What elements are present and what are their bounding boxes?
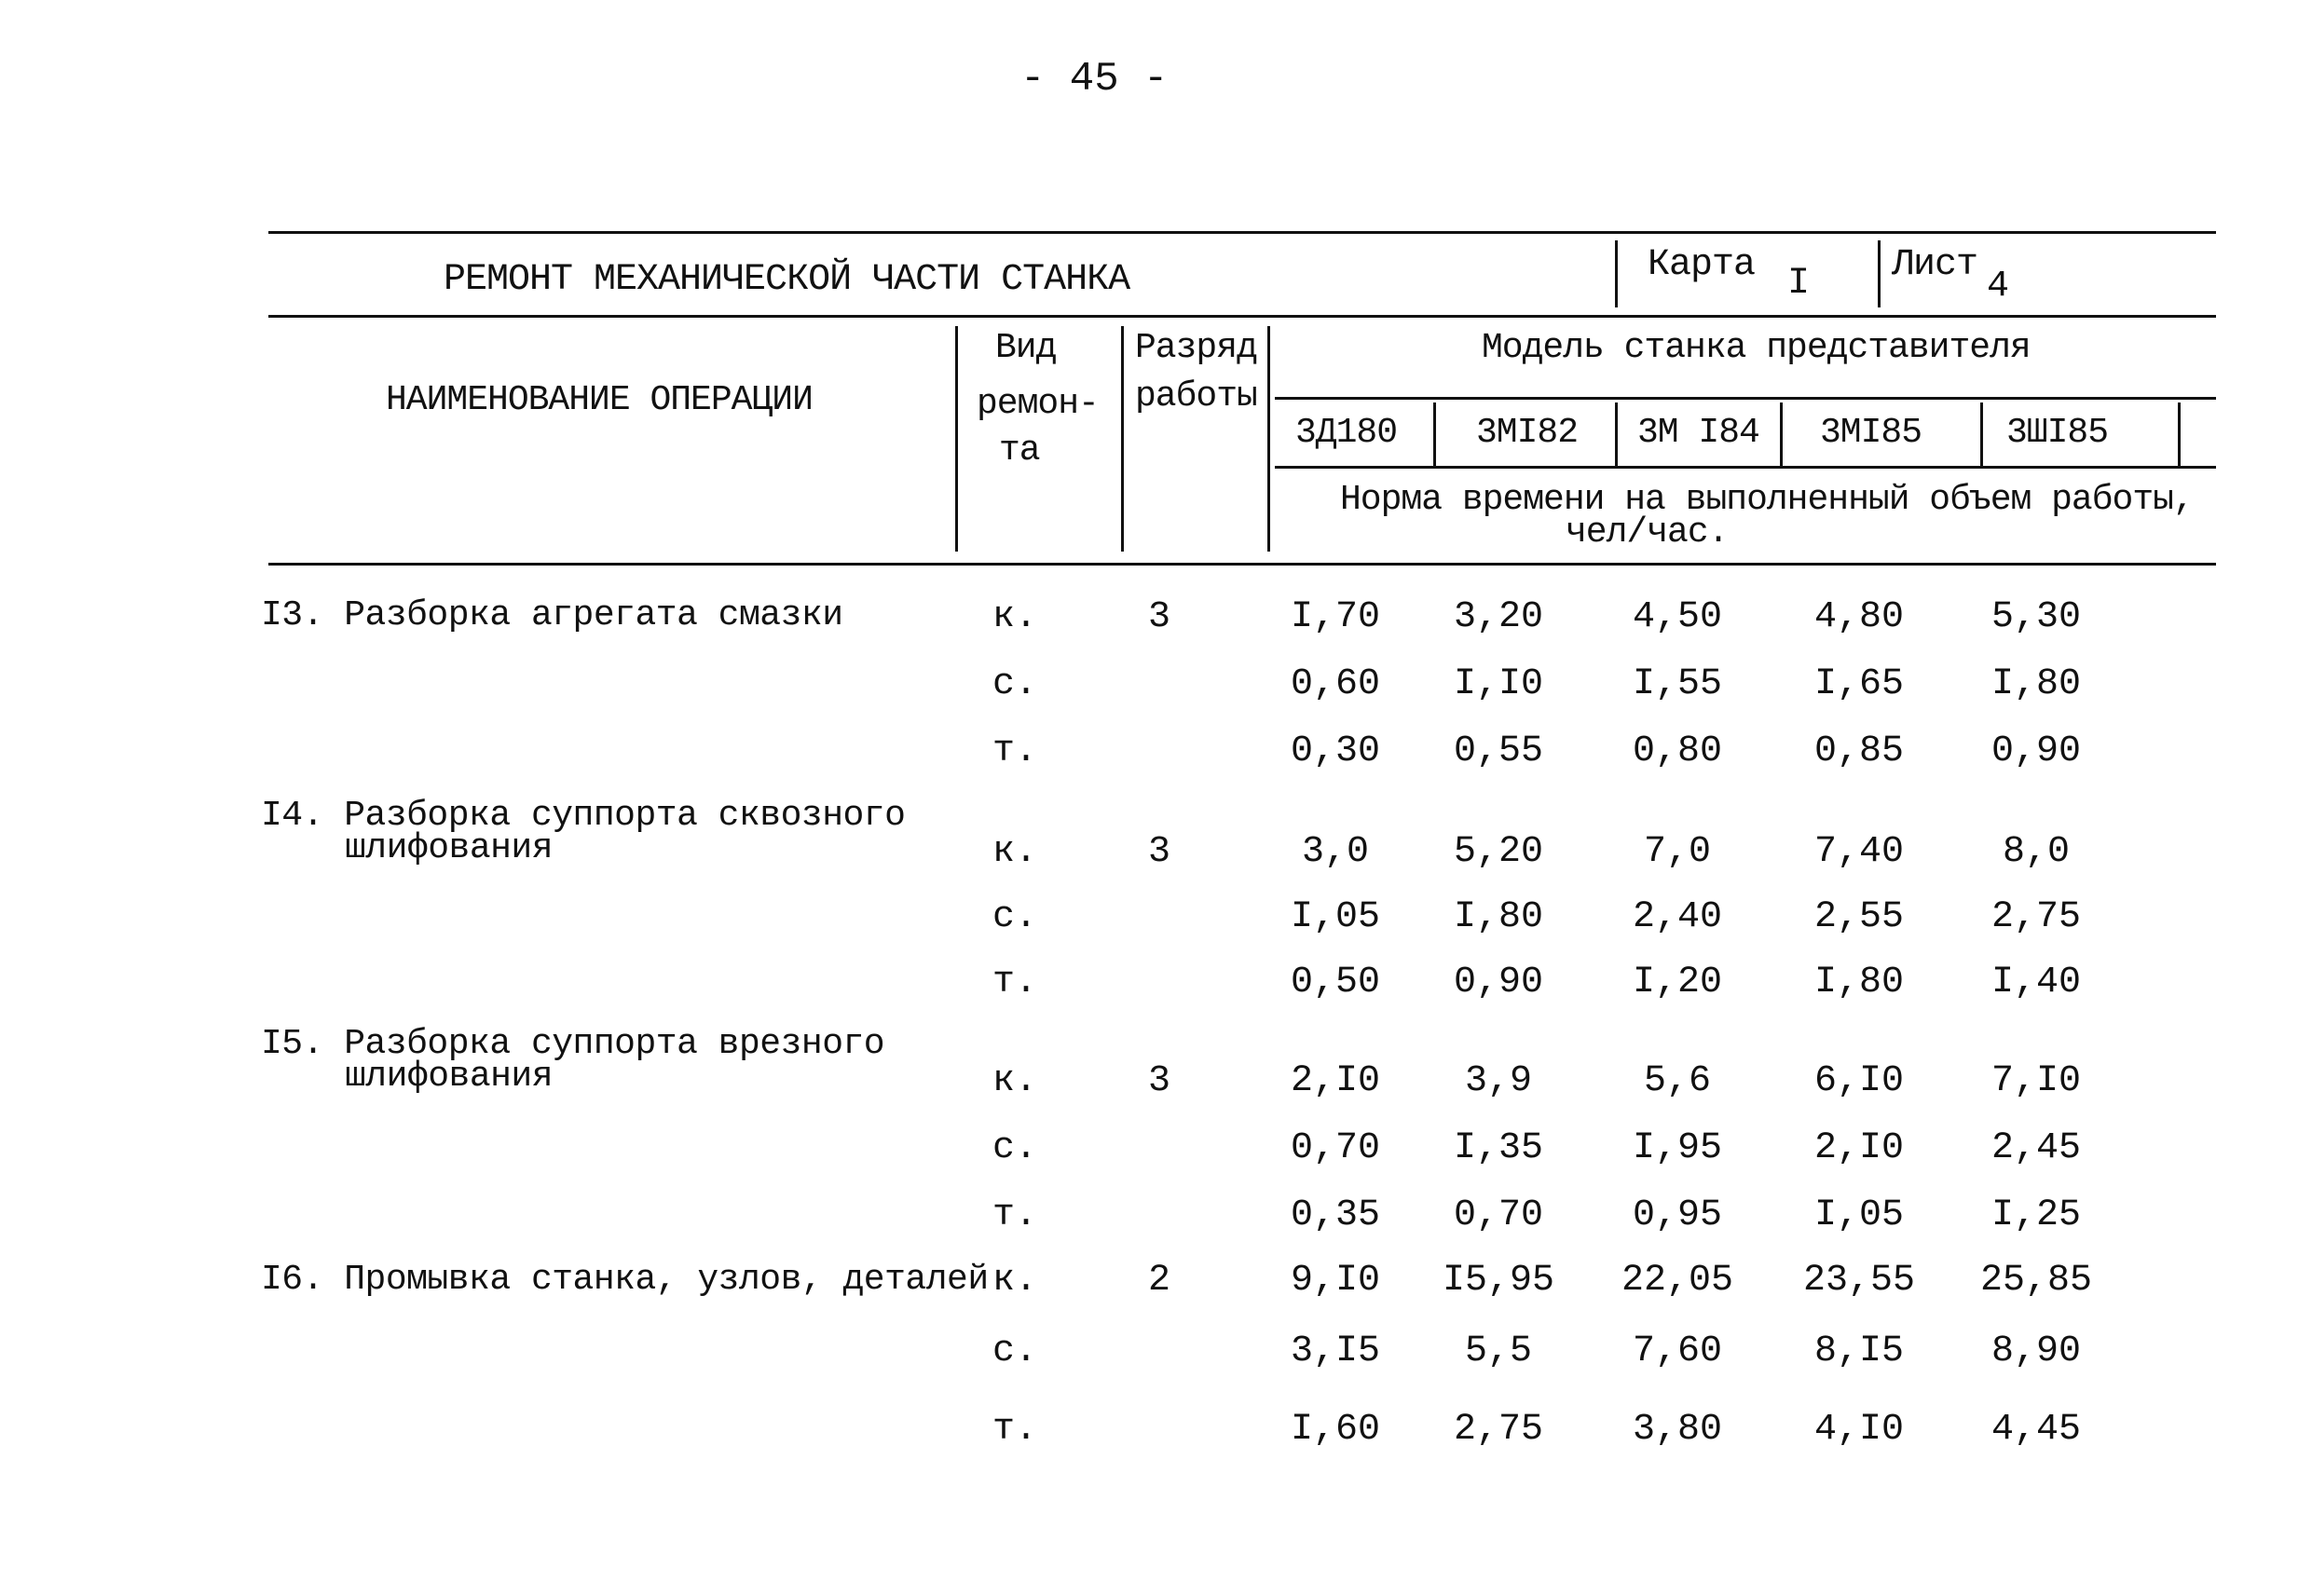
repair-type-header-line3: та	[999, 430, 1040, 471]
repair-type-cell: к.	[992, 1060, 1038, 1102]
model-group-header: Модель станка представителя	[1482, 328, 2031, 368]
model-header-rule	[1275, 397, 2216, 400]
norm-value-cell: I,40	[1991, 962, 2081, 1003]
operation-name: шлифования	[345, 1057, 554, 1097]
card-label: Карта	[1648, 244, 1756, 286]
norm-value-cell: I,80	[1813, 962, 1904, 1003]
model-divider-4	[1980, 402, 1983, 468]
norm-value-cell: 0,85	[1813, 730, 1904, 772]
repair-type-cell: с.	[992, 1330, 1038, 1372]
norm-value-cell: 4,80	[1813, 596, 1904, 638]
norm-value-cell: 3,80	[1632, 1409, 1722, 1451]
norm-value-cell: 2,75	[1453, 1409, 1543, 1451]
repair-type-cell: т.	[992, 962, 1038, 1003]
grade-header-line1: Разряд	[1135, 328, 1257, 368]
norm-value-cell: I,05	[1290, 896, 1380, 938]
norm-value-cell: 3,I5	[1290, 1330, 1380, 1372]
column-divider-3	[1267, 326, 1270, 552]
norm-value-cell: 0,90	[1991, 730, 2081, 772]
norm-value-cell: I,25	[1991, 1194, 2081, 1236]
norm-value-cell: I,20	[1632, 962, 1722, 1003]
repair-type-cell: к.	[992, 596, 1038, 638]
norm-value-cell: 8,I5	[1813, 1330, 1904, 1372]
operation-name: I6. Промывка станка, узлов, деталей	[261, 1260, 989, 1300]
grade-value: 3	[1148, 596, 1171, 638]
norm-value-cell: I,60	[1290, 1409, 1380, 1451]
norm-value-cell: 4,I0	[1813, 1409, 1904, 1451]
norm-value-cell: I,65	[1813, 663, 1904, 705]
norm-value-cell: 9,I0	[1290, 1260, 1380, 1302]
card-divider	[1615, 240, 1618, 307]
model-3d180: 3Д180	[1295, 413, 1398, 453]
repair-type-cell: т.	[992, 1194, 1038, 1236]
repair-type-cell: к.	[992, 831, 1038, 873]
norm-value-cell: 8,90	[1991, 1330, 2081, 1372]
norm-value-cell: 0,30	[1290, 730, 1380, 772]
norm-value-cell: 0,80	[1632, 730, 1722, 772]
norm-value-cell: 23,55	[1802, 1260, 1916, 1302]
table-header-bottom-rule	[268, 563, 2216, 566]
model-divider-1	[1433, 402, 1436, 468]
operation-column-header: НАИМЕНОВАНИЕ ОПЕРАЦИИ	[386, 380, 813, 420]
norm-value-cell: 2,45	[1991, 1127, 2081, 1169]
column-divider-2	[1121, 326, 1124, 552]
page-number: - 45 -	[1020, 56, 1169, 102]
repair-type-cell: к.	[992, 1260, 1038, 1302]
repair-type-header-line2: ремон-	[977, 384, 1099, 424]
norm-value-cell: I,35	[1453, 1127, 1543, 1169]
norm-value-cell: 7,I0	[1991, 1060, 2081, 1102]
norm-value-cell: 5,5	[1464, 1330, 1532, 1372]
norm-value-cell: 2,40	[1632, 896, 1722, 938]
norm-value-cell: 5,20	[1453, 831, 1543, 873]
norm-value-cell: I,55	[1632, 663, 1722, 705]
norm-value-cell: I,80	[1991, 663, 2081, 705]
model-row-rule	[1275, 466, 2216, 469]
sheet-divider	[1878, 240, 1881, 307]
norm-value-cell: 0,70	[1453, 1194, 1543, 1236]
norm-value-cell: 0,35	[1290, 1194, 1380, 1236]
norm-value-cell: I,80	[1453, 896, 1543, 938]
norm-value-cell: 3,20	[1453, 596, 1543, 638]
norm-value-cell: 22,05	[1621, 1260, 1734, 1302]
operation-name: I4. Разборка суппорта сквозного	[261, 796, 906, 836]
header-top-rule	[268, 231, 2216, 234]
norm-value-cell: 2,I0	[1290, 1060, 1380, 1102]
norm-value-cell: 8,0	[2002, 831, 2070, 873]
repair-type-header-line1: Вид	[995, 328, 1057, 368]
norm-value-cell: 3,9	[1464, 1060, 1532, 1102]
norm-value-cell: 25,85	[1979, 1260, 2093, 1302]
norm-header-line2: чел/час.	[1566, 512, 1729, 552]
model-divider-3	[1780, 402, 1783, 468]
grade-header-line2: работы	[1135, 376, 1257, 416]
column-divider-1	[955, 326, 958, 552]
norm-value-cell: 0,50	[1290, 962, 1380, 1003]
norm-value-cell: I,95	[1632, 1127, 1722, 1169]
repair-type-cell: с.	[992, 1127, 1038, 1169]
repair-type-cell: т.	[992, 1409, 1038, 1451]
norm-value-cell: 0,70	[1290, 1127, 1380, 1169]
norm-value-cell: 5,6	[1643, 1060, 1711, 1102]
norm-value-cell: 2,I0	[1813, 1127, 1904, 1169]
repair-type-cell: т.	[992, 730, 1038, 772]
model-3mi85: 3МI85	[1820, 413, 1922, 453]
norm-value-cell: I,70	[1290, 596, 1380, 638]
norm-header-line1: Норма времени на выполненный объем работы,	[1340, 480, 2194, 520]
header-bottom-rule	[268, 315, 2216, 318]
norm-value-cell: 7,60	[1632, 1330, 1722, 1372]
norm-value-cell: 6,I0	[1813, 1060, 1904, 1102]
model-3shi85: 3ШI85	[2006, 413, 2109, 453]
model-divider-5	[2178, 402, 2181, 468]
norm-value-cell: I,I0	[1453, 663, 1543, 705]
norm-value-cell: 4,45	[1991, 1409, 2081, 1451]
card-number: I	[1787, 263, 1810, 305]
grade-value: 2	[1148, 1260, 1171, 1302]
norm-value-cell: 7,0	[1643, 831, 1711, 873]
norm-value-cell: 0,90	[1453, 962, 1543, 1003]
model-3mi84: 3М I84	[1637, 413, 1759, 453]
document-title: РЕМОНТ МЕХАНИЧЕСКОЙ ЧАСТИ СТАНКА	[444, 259, 1130, 301]
sheet-number: 4	[1987, 266, 2009, 307]
operation-name: шлифования	[345, 828, 554, 868]
norm-value-cell: 2,55	[1813, 896, 1904, 938]
grade-value: 3	[1148, 831, 1171, 873]
norm-value-cell: 7,40	[1813, 831, 1904, 873]
repair-type-cell: с.	[992, 896, 1038, 938]
grade-value: 3	[1148, 1060, 1171, 1102]
norm-value-cell: 2,75	[1991, 896, 2081, 938]
norm-value-cell: 0,95	[1632, 1194, 1722, 1236]
operation-name: I3. Разборка агрегата смазки	[261, 595, 843, 635]
repair-type-cell: с.	[992, 663, 1038, 705]
norm-value-cell: 0,55	[1453, 730, 1543, 772]
sheet-label: Лист	[1892, 244, 1978, 286]
norm-value-cell: 5,30	[1991, 596, 2081, 638]
model-3mi82: 3МI82	[1476, 413, 1579, 453]
norm-value-cell: 3,0	[1301, 831, 1369, 873]
norm-value-cell: 4,50	[1632, 596, 1722, 638]
model-divider-2	[1615, 402, 1618, 468]
norm-value-cell: I,05	[1813, 1194, 1904, 1236]
norm-value-cell: I5,95	[1442, 1260, 1555, 1302]
operation-name: I5. Разборка суппорта врезного	[261, 1024, 885, 1064]
norm-value-cell: 0,60	[1290, 663, 1380, 705]
